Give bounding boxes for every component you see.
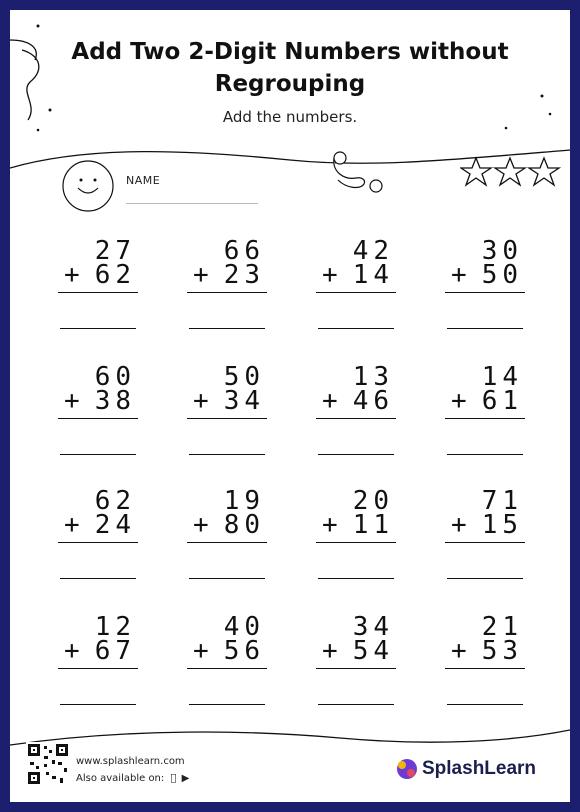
first-addend: 42 [352,236,394,266]
answer-line[interactable] [189,328,265,329]
second-addend: 11 [352,510,394,540]
sum-bar [445,418,525,419]
play-store-icon[interactable]: ▶ [172,773,181,784]
sum-bar [58,418,138,419]
second-addend: 15 [481,510,523,540]
sum-bar [187,418,267,419]
first-addend: 40 [223,612,265,642]
sum-bar [187,292,267,293]
plus-sign: + [193,260,209,290]
answer-line[interactable] [318,328,394,329]
instructions: Add the numbers. [222,108,358,126]
sum-bar [187,542,267,543]
first-addend: 71 [481,486,523,516]
second-addend: 14 [352,260,394,290]
plus-sign: + [64,386,80,416]
plus-sign: + [322,260,338,290]
plus-sign: + [64,636,80,666]
plus-sign: + [451,386,467,416]
sum-bar [445,668,525,669]
answer-line[interactable] [447,578,523,579]
sum-bar [316,418,396,419]
sum-bar [445,292,525,293]
answer-line[interactable] [189,704,265,705]
plus-sign: + [451,636,467,666]
second-addend: 38 [94,386,136,416]
second-addend: 53 [481,636,523,666]
first-addend: 19 [223,486,265,516]
footer-available [76,773,189,784]
second-addend: 23 [223,260,265,290]
plus-sign: + [322,386,338,416]
plus-sign: + [193,510,209,540]
answer-line[interactable] [318,578,394,579]
plus-sign: + [193,636,209,666]
first-addend: 66 [223,236,265,266]
brand-name: SplashLearn [422,758,537,779]
answer-line[interactable] [447,704,523,705]
sum-bar [58,292,138,293]
name-label: NAME [126,174,161,187]
second-addend: 46 [352,386,394,416]
answer-line[interactable] [318,454,394,455]
first-addend: 30 [481,236,523,266]
qr-code-icon [26,742,70,786]
second-addend: 50 [481,260,523,290]
page-title: Add Two 2-Digit Numbers without Regrouping [71,39,509,97]
answer-line[interactable] [60,578,136,579]
answer-line[interactable] [189,454,265,455]
plus-sign: + [193,386,209,416]
sum-bar [445,542,525,543]
first-addend: 50 [223,362,265,392]
answer-line[interactable] [60,328,136,329]
plus-sign: + [322,510,338,540]
sum-bar [316,292,396,293]
sum-bar [316,668,396,669]
first-addend: 14 [481,362,523,392]
sum-bar [316,542,396,543]
second-addend: 61 [481,386,523,416]
footer-url[interactable]: www.splashlearn.com [76,756,185,767]
answer-line[interactable] [447,454,523,455]
answer-line[interactable] [60,704,136,705]
second-addend: 62 [94,260,136,290]
second-addend: 24 [94,510,136,540]
second-addend: 54 [352,636,394,666]
sum-bar [187,668,267,669]
answer-line[interactable] [189,578,265,579]
answer-line[interactable] [447,328,523,329]
splashlearn-logo-icon [394,756,420,782]
first-addend: 13 [352,362,394,392]
answer-line[interactable] [318,704,394,705]
apple-icon[interactable] [170,773,176,784]
plus-sign: + [64,510,80,540]
second-addend: 56 [223,636,265,666]
plus-sign: + [451,260,467,290]
problem-grid [10,10,570,802]
answer-line[interactable] [60,454,136,455]
first-addend: 62 [94,486,136,516]
first-addend: 27 [94,236,136,266]
sum-bar [58,542,138,543]
plus-sign: + [64,260,80,290]
first-addend: 20 [352,486,394,516]
first-addend: 60 [94,362,136,392]
available-label: Also available on: [76,773,165,784]
second-addend: 67 [94,636,136,666]
second-addend: 80 [223,510,265,540]
sum-bar [58,668,138,669]
first-addend: 21 [481,612,523,642]
second-addend: 34 [223,386,265,416]
plus-sign: + [322,636,338,666]
first-addend: 12 [94,612,136,642]
first-addend: 34 [352,612,394,642]
plus-sign: + [451,510,467,540]
